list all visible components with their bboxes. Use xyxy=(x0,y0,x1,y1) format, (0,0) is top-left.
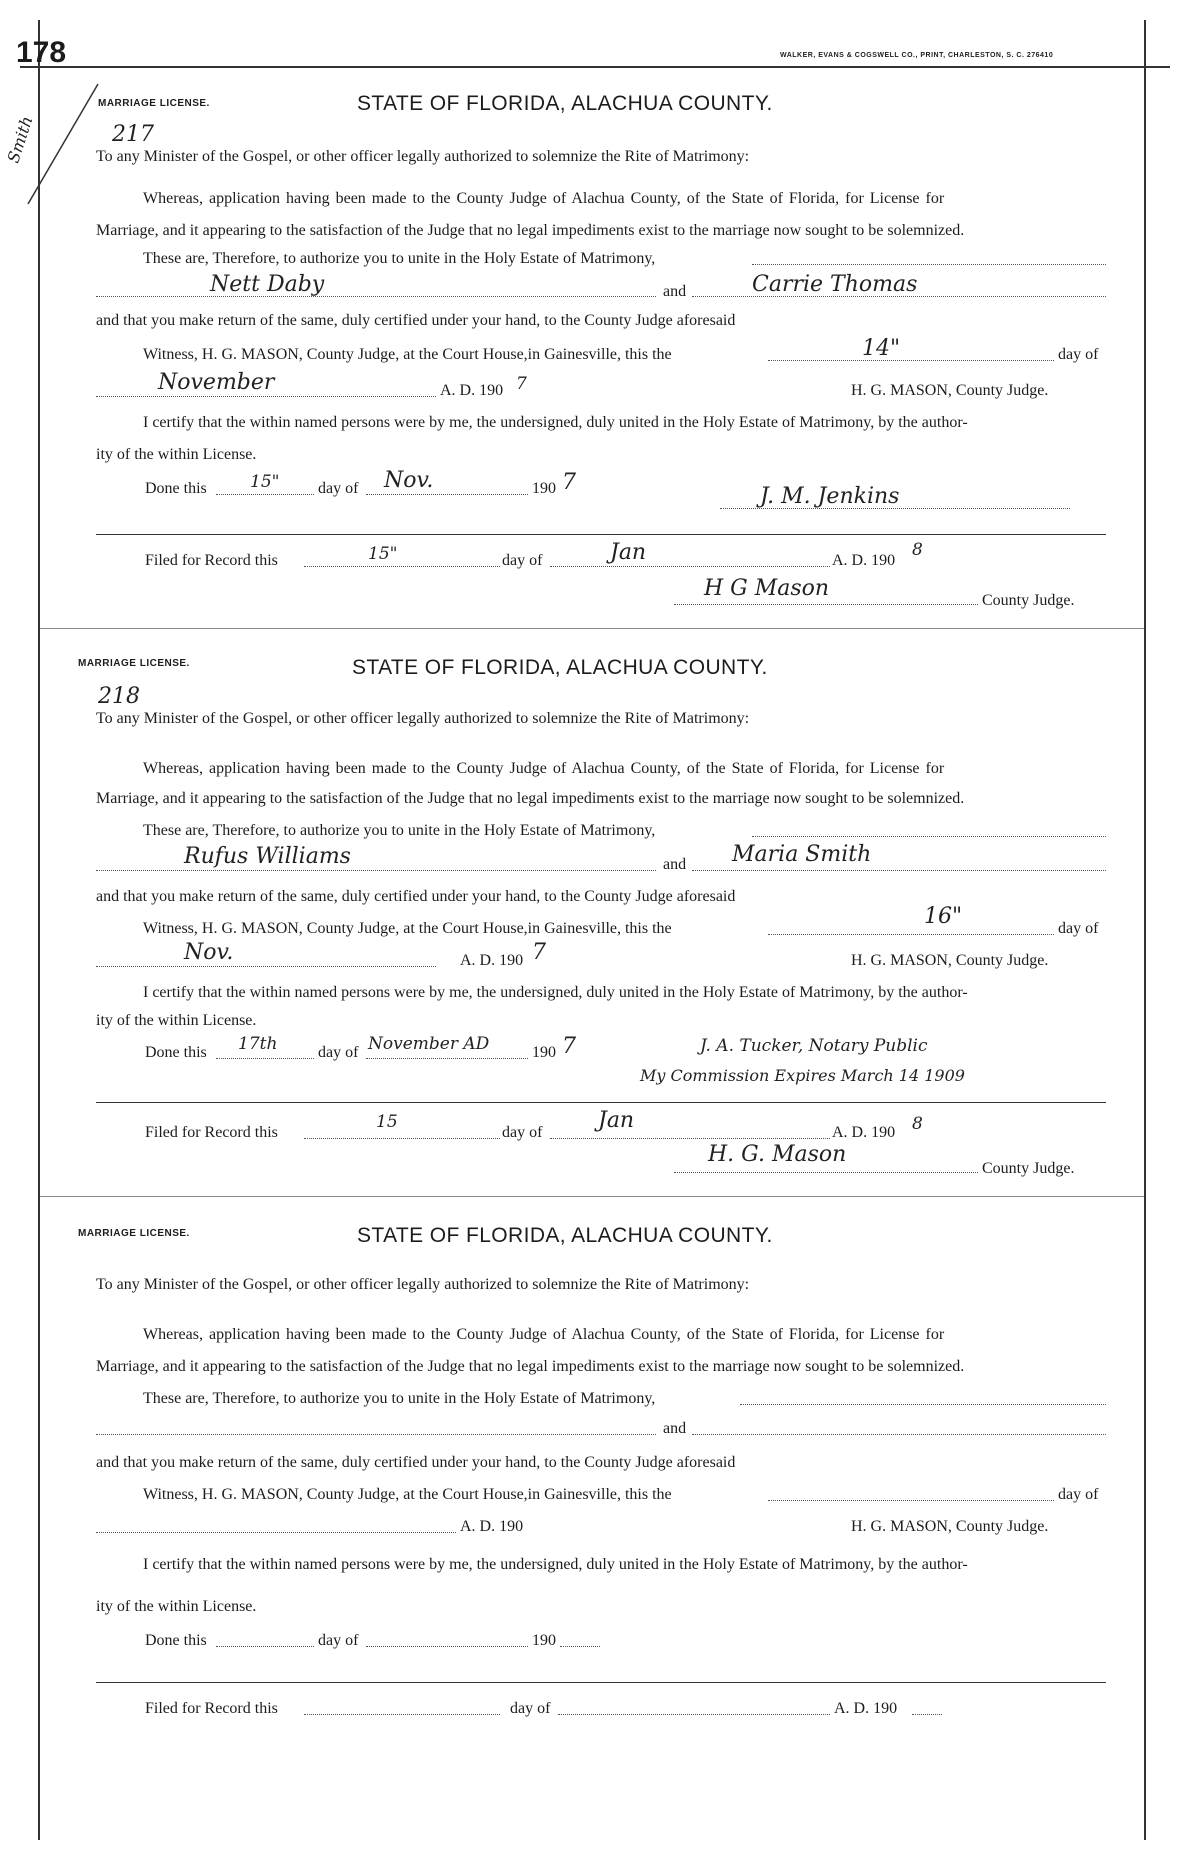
groom-line xyxy=(96,1434,656,1435)
license-address: To any Minister of the Gospel, or other officer legally authorized to solemnize the Rite of Matrimony: xyxy=(96,710,750,727)
done-day-line xyxy=(216,494,314,495)
witness-day-line xyxy=(768,934,1054,935)
done-month: Nov. xyxy=(384,468,434,493)
license-address: To any Minister of the Gospel, or other officer legally authorized to solemnize the Rite of Matrimony: xyxy=(96,148,750,165)
witness-text: Witness, H. G. MASON, County Judge, at the Court House,in Gainesville, this the xyxy=(143,920,672,937)
margin-slash-mark xyxy=(20,80,100,210)
filed-ad-label: A. D. 190 xyxy=(832,552,896,569)
make-return-text: and that you make return of the same, duly certified under your hand, to the County Judge aforesaid xyxy=(96,888,736,905)
license-label: MARRIAGE LICENSE. xyxy=(98,98,210,109)
judge-label: H. G. MASON, County Judge. xyxy=(851,1518,1049,1535)
these-are-text: These are, Therefore, to authorize you to unite in the Holy Estate of Matrimony, xyxy=(143,822,656,839)
witness-month: Nov. xyxy=(184,940,234,965)
license-number: 218 xyxy=(98,684,140,709)
top-rule xyxy=(20,66,1170,68)
done-190-label: 190 xyxy=(532,1044,556,1061)
witness-text: Witness, H. G. MASON, County Judge, at the Court House,in Gainesville, this the xyxy=(143,346,672,363)
witness-month-line xyxy=(96,396,436,397)
groom-line xyxy=(96,870,656,871)
page-number: 178 xyxy=(16,36,67,69)
printer-credit: WALKER, EVANS & COGSWELL CO., PRINT, CHARLESTON, S. C. 276410 xyxy=(780,52,1054,59)
and-label: and xyxy=(663,283,687,300)
license-address: To any Minister of the Gospel, or other officer legally authorized to solemnize the Rite of Matrimony: xyxy=(96,1276,750,1293)
filed-month-line xyxy=(550,566,830,567)
filed-day-line xyxy=(304,1138,500,1139)
bride-line xyxy=(692,1434,1106,1435)
license-label: MARRIAGE LICENSE. xyxy=(78,1228,190,1239)
make-return-text: and that you make return of the same, duly certified under your hand, to the County Judge aforesaid xyxy=(96,312,736,329)
done-day: 15" xyxy=(250,472,280,492)
filed-day: 15 xyxy=(376,1112,398,1132)
license-separator xyxy=(40,628,1144,629)
ad-label: A. D. 190 xyxy=(460,952,524,969)
margin-note: Smith xyxy=(3,113,37,166)
done-month: November AD xyxy=(368,1034,490,1054)
ity-text: ity of the within License. xyxy=(96,1598,257,1615)
whereas-text: Whereas, application having been made to the County Judge of Alachua County, of the State of Florida, for License for xyxy=(143,1326,945,1343)
day-of-label: day of xyxy=(1058,1486,1099,1503)
license-state-heading: STATE OF FLORIDA, ALACHUA COUNTY. xyxy=(357,1224,773,1247)
license-number: 217 xyxy=(112,122,154,147)
groom-line xyxy=(96,296,656,297)
filed-year-line xyxy=(912,1714,942,1715)
witness-month-line xyxy=(96,966,436,967)
section-divider xyxy=(96,1682,1106,1683)
witness-month: November xyxy=(158,370,275,395)
judge-label: H. G. MASON, County Judge. xyxy=(851,952,1049,969)
witness-day: 14" xyxy=(862,336,901,361)
filed-day: 15" xyxy=(368,544,398,564)
section-divider xyxy=(96,534,1106,535)
witness-day: 16" xyxy=(924,904,963,929)
and-label: and xyxy=(663,856,687,873)
filed-year: 8 xyxy=(912,1114,923,1134)
groom-name: Rufus Williams xyxy=(184,844,351,869)
these-are-text: These are, Therefore, to authorize you to unite in the Holy Estate of Matrimony, xyxy=(143,1390,656,1407)
done-day-of-label: day of xyxy=(318,480,359,497)
done-this-label: Done this xyxy=(145,1044,207,1061)
filed-label: Filed for Record this xyxy=(145,1700,278,1717)
witness-month-line xyxy=(96,1532,456,1533)
county-judge-line xyxy=(674,1172,978,1173)
county-judge-line xyxy=(674,604,978,605)
filed-year: 8 xyxy=(912,540,923,560)
these-are-line xyxy=(752,264,1106,265)
bride-line xyxy=(692,870,1106,871)
filed-day-line xyxy=(304,1714,500,1715)
license-state-heading: STATE OF FLORIDA, ALACHUA COUNTY. xyxy=(352,656,768,679)
marriage-text: Marriage, and it appearing to the satisfaction of the Judge that no legal impediments exist to the marriage now sought to be solemnized. xyxy=(96,790,965,807)
ad-label: A. D. 190 xyxy=(460,1518,524,1535)
done-day: 17th xyxy=(238,1034,278,1054)
license-separator xyxy=(40,1196,1144,1197)
done-190-label: 190 xyxy=(532,1632,556,1649)
day-of-label: day of xyxy=(1058,346,1099,363)
witness-text: Witness, H. G. MASON, County Judge, at the Court House,in Gainesville, this the xyxy=(143,1486,672,1503)
filed-label: Filed for Record this xyxy=(145,1124,278,1141)
and-label: and xyxy=(663,1420,687,1437)
county-judge-label: County Judge. xyxy=(982,592,1075,609)
certify-text: I certify that the within named persons were by me, the undersigned, duly united in the Holy Estate of Matrimony, by the author- xyxy=(143,984,968,1001)
bride-name: Maria Smith xyxy=(732,842,872,867)
filed-month-line xyxy=(558,1714,830,1715)
witness-year: 7 xyxy=(532,940,546,965)
license-label: MARRIAGE LICENSE. xyxy=(78,658,190,669)
certify-text: I certify that the within named persons were by me, the undersigned, duly united in the Holy Estate of Matrimony, by the author- xyxy=(143,1556,968,1573)
filed-day-of-label: day of xyxy=(502,1124,543,1141)
filed-ad-label: A. D. 190 xyxy=(834,1700,898,1717)
filed-day-line xyxy=(304,566,500,567)
witness-day-line xyxy=(768,1500,1054,1501)
judge-signature: H G Mason xyxy=(704,576,830,601)
filed-day-of-label: day of xyxy=(510,1700,551,1717)
groom-name: Nett Daby xyxy=(210,272,325,297)
license-state-heading: STATE OF FLORIDA, ALACHUA COUNTY. xyxy=(357,92,773,115)
these-are-line xyxy=(752,836,1106,837)
filed-ad-label: A. D. 190 xyxy=(832,1124,896,1141)
filed-month: Jan xyxy=(598,1108,635,1133)
done-190-label: 190 xyxy=(532,480,556,497)
these-are-text: These are, Therefore, to authorize you to unite in the Holy Estate of Matrimony, xyxy=(143,250,656,267)
filed-day-of-label: day of xyxy=(502,552,543,569)
ity-text: ity of the within License. xyxy=(96,446,257,463)
bride-name: Carrie Thomas xyxy=(752,272,918,297)
done-day-line xyxy=(216,1058,314,1059)
done-month-line xyxy=(366,1646,528,1647)
witness-year: 7 xyxy=(516,374,527,394)
done-this-label: Done this xyxy=(145,480,207,497)
these-are-line xyxy=(740,1404,1106,1405)
whereas-text: Whereas, application having been made to the County Judge of Alachua County, of the State of Florida, for License for xyxy=(143,760,945,777)
done-day-of-label: day of xyxy=(318,1044,359,1061)
done-this-label: Done this xyxy=(145,1632,207,1649)
commission-note: My Commission Expires March 14 1909 xyxy=(640,1066,965,1085)
ity-text: ity of the within License. xyxy=(96,1012,257,1029)
judge-signature: H. G. Mason xyxy=(708,1142,847,1167)
done-year-line xyxy=(560,1646,600,1647)
filed-month: Jan xyxy=(610,540,647,565)
done-day-line xyxy=(216,1646,314,1647)
certify-text: I certify that the within named persons were by me, the undersigned, duly united in the Holy Estate of Matrimony, by the author- xyxy=(143,414,968,431)
make-return-text: and that you make return of the same, duly certified under your hand, to the County Judge aforesaid xyxy=(96,1454,736,1471)
ad-label: A. D. 190 xyxy=(440,382,504,399)
judge-label: H. G. MASON, County Judge. xyxy=(851,382,1049,399)
filed-month-line xyxy=(550,1138,830,1139)
done-year: 7 xyxy=(562,470,576,495)
day-of-label: day of xyxy=(1058,920,1099,937)
done-day-of-label: day of xyxy=(318,1632,359,1649)
officiant-signature: J. M. Jenkins xyxy=(760,484,900,509)
right-margin-line xyxy=(1144,20,1146,1840)
officiant-signature: J. A. Tucker, Notary Public xyxy=(700,1036,928,1056)
county-judge-label: County Judge. xyxy=(982,1160,1075,1177)
done-month-line xyxy=(366,1058,528,1059)
left-margin-line xyxy=(38,20,40,1840)
whereas-text: Whereas, application having been made to the County Judge of Alachua County, of the State of Florida, for License for xyxy=(143,190,945,207)
done-month-line xyxy=(366,494,528,495)
witness-day-line xyxy=(768,360,1054,361)
done-year: 7 xyxy=(562,1034,576,1059)
section-divider xyxy=(96,1102,1106,1103)
marriage-text: Marriage, and it appearing to the satisfaction of the Judge that no legal impediments exist to the marriage now sought to be solemnized. xyxy=(96,222,965,239)
filed-label: Filed for Record this xyxy=(145,552,278,569)
marriage-text: Marriage, and it appearing to the satisfaction of the Judge that no legal impediments exist to the marriage now sought to be solemnized. xyxy=(96,1358,965,1375)
